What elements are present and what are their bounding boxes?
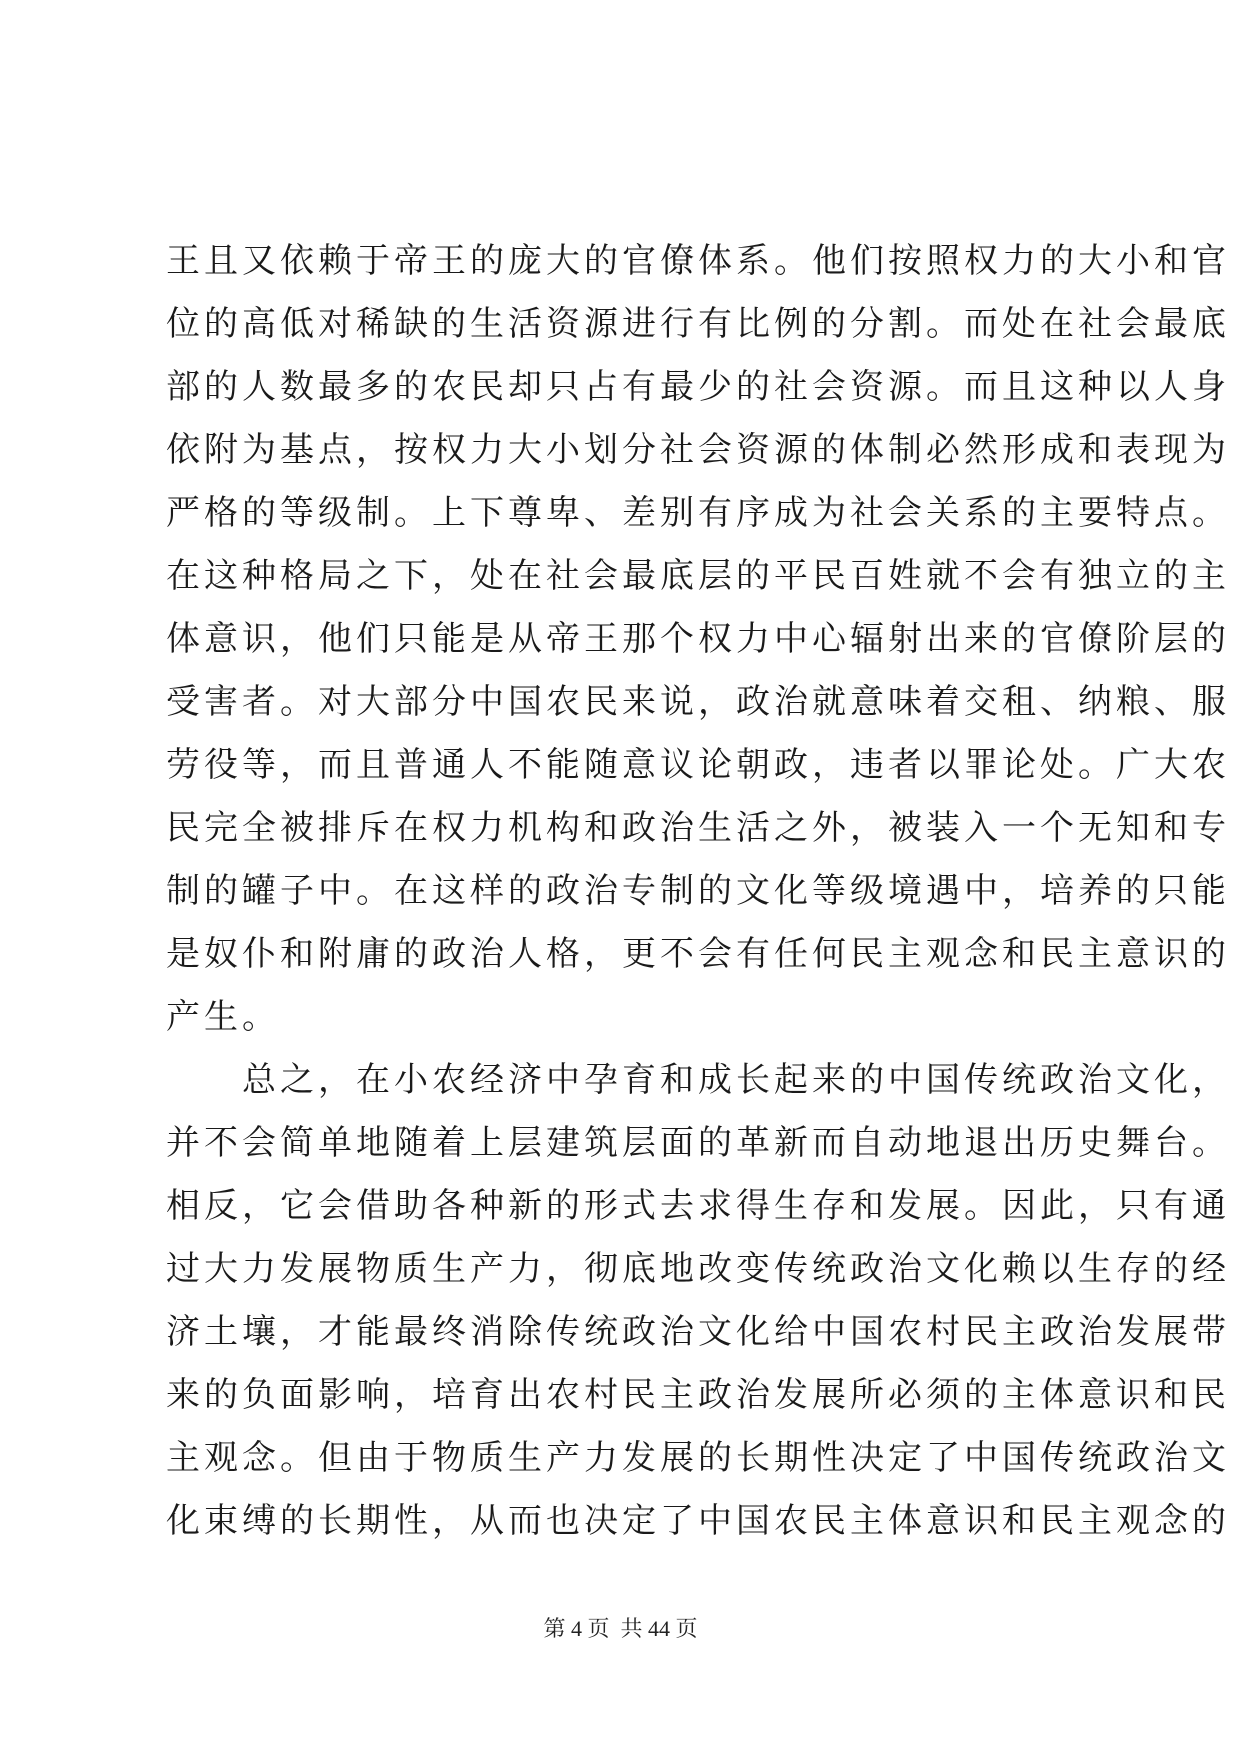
text-line: 位的高低对稀缺的生活资源进行有比例的分割。而处在社会最底 [166, 304, 1230, 344]
text-line: 体意识，他们只能是从帝王那个权力中心辐射出来的官僚阶层的 [166, 619, 1230, 659]
text-line: 并不会简单地随着上层建筑层面的革新而自动地退出历史舞台。 [166, 1123, 1230, 1163]
text-line: 制的罐子中。在这样的政治专制的文化等级境遇中，培养的只能 [166, 871, 1230, 911]
text-line: 受害者。对大部分中国农民来说，政治就意味着交租、纳粮、服 [166, 682, 1230, 722]
text-line: 主观念。但由于物质生产力发展的长期性决定了中国传统政治文 [166, 1438, 1230, 1478]
text-line: 王且又依赖于帝王的庞大的官僚体系。他们按照权力的大小和官 [166, 241, 1230, 281]
text-line: 是奴仆和附庸的政治人格，更不会有任何民主观念和民主意识的 [166, 934, 1230, 974]
text-line: 在这种格局之下，处在社会最底层的平民百姓就不会有独立的主 [166, 556, 1230, 596]
text-line: 过大力发展物质生产力，彻底地改变传统政治文化赖以生存的经 [166, 1249, 1230, 1289]
text-line: 劳役等，而且普通人不能随意议论朝政，违者以罪论处。广大农 [166, 745, 1230, 785]
text-line: 民完全被排斥在权力机构和政治生活之外，被装入一个无知和专 [166, 808, 1230, 848]
paragraph-first-line: 总之，在小农经济中孕育和成长起来的中国传统政治文化， [242, 1060, 1230, 1100]
text-line: 严格的等级制。上下尊卑、差别有序成为社会关系的主要特点。 [166, 493, 1230, 533]
text-line: 来的负面影响，培育出农村民主政治发展所必须的主体意识和民 [166, 1375, 1230, 1415]
page-number-footer: 第 4 页 共 44 页 [543, 1616, 698, 1641]
text-line: 部的人数最多的农民却只占有最少的社会资源。而且这种以人身 [166, 367, 1230, 407]
text-line: 相反，它会借助各种新的形式去求得生存和发展。因此，只有通 [166, 1186, 1230, 1226]
text-line: 济土壤，才能最终消除传统政治文化给中国农村民主政治发展带 [166, 1312, 1230, 1352]
body-text [166, 230, 1230, 1553]
text-line: 依附为基点，按权力大小划分社会资源的体制必然形成和表现为 [166, 430, 1230, 470]
text-line: 产生。 [166, 997, 280, 1037]
text-line: 化束缚的长期性，从而也决定了中国农民主体意识和民主观念的 [166, 1501, 1230, 1541]
